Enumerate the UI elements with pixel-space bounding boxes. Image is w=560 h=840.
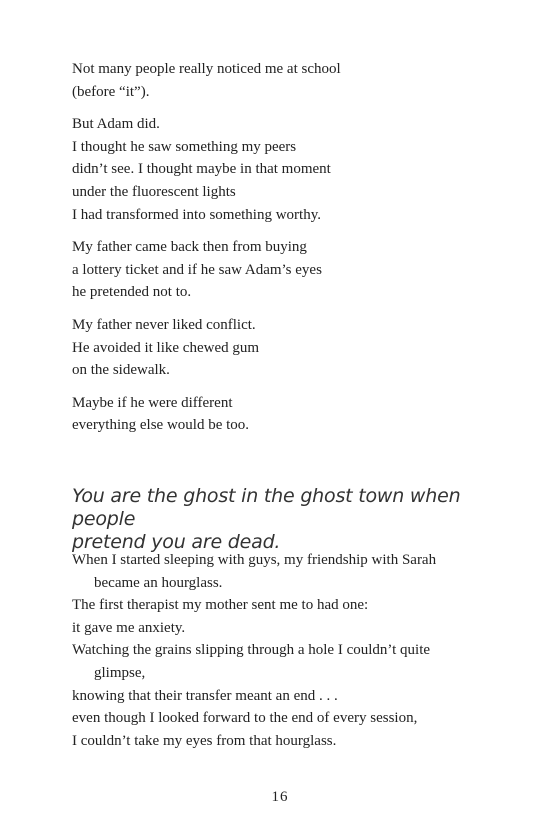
section-body	[72, 549, 502, 752]
prose-line: I couldn’t take my eyes from that hourglass.	[72, 732, 337, 749]
poem-line: everything else would be too.	[72, 417, 250, 434]
poem-line: he pretended not to.	[72, 284, 192, 301]
section-heading-line: You are the ghost in the ghost town when people	[72, 485, 461, 530]
poem-body	[72, 58, 492, 447]
section-heading	[72, 485, 492, 554]
poem-line: Maybe if he were different	[72, 394, 233, 411]
prose-line: Watching the grains slipping through a hole I couldn’t quite	[72, 642, 431, 659]
stanza	[72, 58, 492, 103]
prose-line-continued: glimpse,	[94, 664, 146, 681]
poem-line: My father came back then from buying	[72, 239, 307, 256]
poem-line: a lottery ticket and if he saw Adam’s eyes	[72, 261, 322, 278]
stanza	[72, 113, 492, 226]
prose-line: knowing that their transfer meant an end . . .	[72, 687, 338, 704]
poem-line: I had transformed into something worthy.	[72, 206, 321, 223]
poem-line: He avoided it like chewed gum	[72, 339, 260, 356]
prose-line: The first therapist my mother sent me to had one:	[72, 597, 369, 614]
prose-line: even though I looked forward to the end of every session,	[72, 710, 418, 727]
poem-line: under the fluorescent lights	[72, 183, 236, 200]
stanza	[72, 314, 492, 382]
poem-line: My father never liked conflict.	[72, 316, 256, 333]
section-heading-line: pretend you are dead.	[72, 531, 281, 553]
prose-line: When I started sleeping with guys, my friendship with Sarah	[72, 552, 437, 568]
page-number: 16	[271, 789, 289, 805]
prose-line: it gave me anxiety.	[72, 619, 186, 636]
poem-line: I thought he saw something my peers	[72, 138, 297, 155]
prose-line-continued: became an hourglass.	[94, 574, 223, 591]
stanza	[72, 392, 492, 437]
poem-line: on the sidewalk.	[72, 362, 170, 379]
poem-line: But Adam did.	[72, 116, 160, 133]
stanza	[72, 236, 492, 304]
poem-line: (before “it”).	[72, 83, 150, 100]
poem-line: didn’t see. I thought maybe in that moment	[72, 161, 331, 178]
poem-line: Not many people really noticed me at school	[72, 61, 341, 77]
